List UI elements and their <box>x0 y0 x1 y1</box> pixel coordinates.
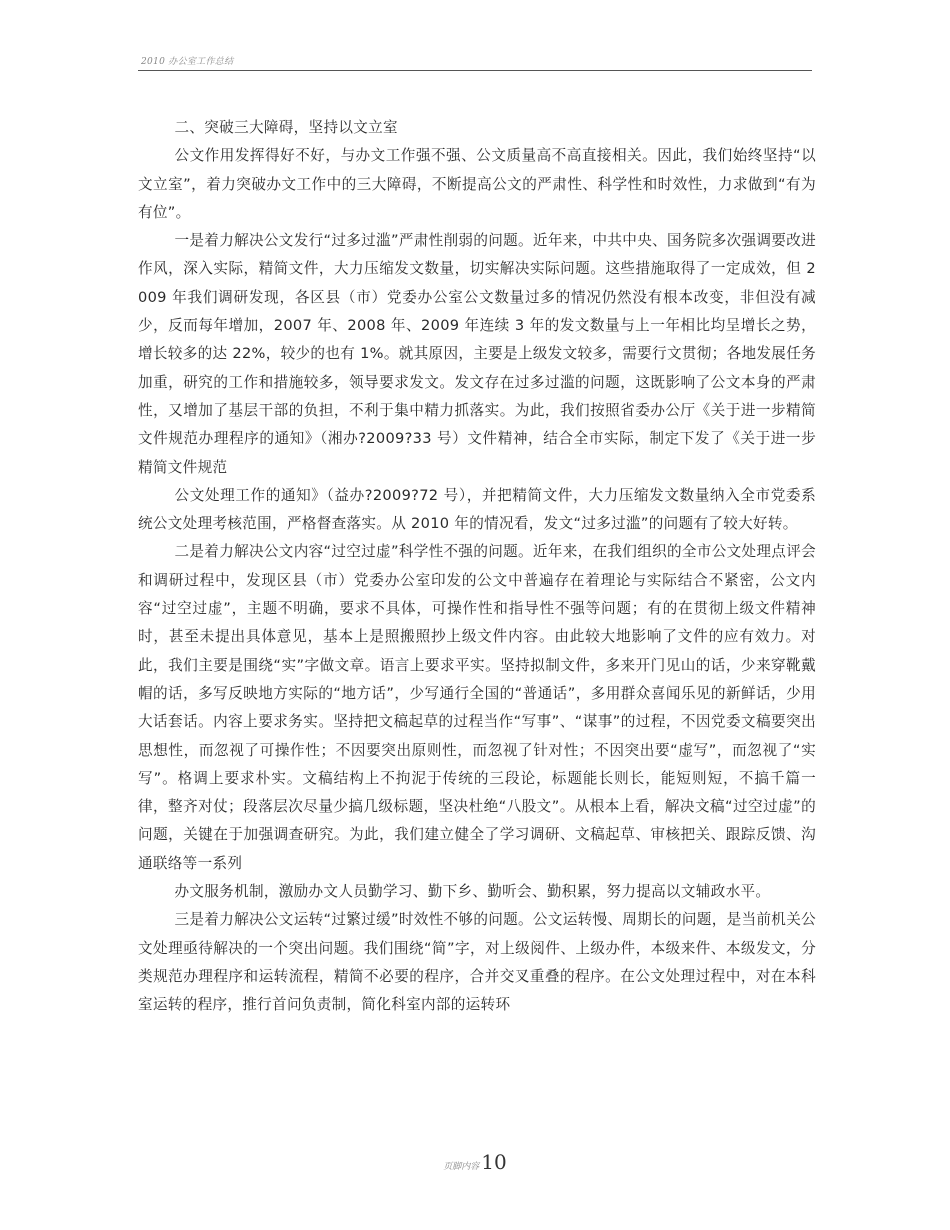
paragraph-point-one: 一是着力解决公文发行“过多过滥”严肃性削弱的问题。近年来，中共中央、国务院多次强调要改进作风，深入实际，精简文件，大力压缩发文数量，切实解决实际问题。这些措施取得了一定成效，但 2009 年我们调研发现，各区县（市）党委办公室公文数量过多的情况仍然没有根本改变，非但没有减少，反而每年增加，2007 年、2008 年、2009 年连续 3 年的发文数量与上一年相比均呈增长之势，增长较多的达 22%，较少的也有 1%。就其原因，主要是上级发文较多，需要行文贯彻；各地发展任务加重，研究的工作和措施较多，领导要求发文。发文存在过多过滥的问题，这既影响了公文本身的严肃性，又增加了基层干部的负担，不利于集中精力抓落实。为此，我们按照省委办公厅《关于进一步精简文件规范办理程序的通知》（湘办?2009?33 号）文件精神，结合全市实际，制定下发了《关于进一步精简文件规范 <box>138 232 816 476</box>
page-footer <box>0 1150 950 1174</box>
footer-label: 页脚内容 <box>443 1162 480 1172</box>
document-body <box>138 114 816 1020</box>
page-header <box>138 52 812 71</box>
header-title: 2010 办公室工作总结 <box>141 57 234 67</box>
paragraph-point-two-continued: 办文服务机制，激励办文人员勤学习、勤下乡、勤听会、勤积累，努力提高以文辅政水平。 <box>174 883 771 901</box>
paragraph-point-one-continued: 公文处理工作的通知》（益办?2009?72 号），并把精简文件，大力压缩发文数量纳入全市党委系统公文处理考核范围，严格督查落实。从 2010 年的情况看，发文“过多过滥”的问题有了较大好转。 <box>138 486 816 533</box>
page-number: 10 <box>481 1150 507 1174</box>
paragraph-point-two: 二是着力解决公文内容“过空过虚”科学性不强的问题。近年来，在我们组织的全市公文处理点评会和调研过程中，发现区县（市）党委办公室印发的公文中普遍存在着理论与实际结合不紧密，公文内容“过空过虚”，主题不明确，要求不具体，可操作性和指导性不强等问题；有的在贯彻上级文件精神时，甚至未提出具体意见，基本上是照搬照抄上级文件内容。由此较大地影响了文件的应有效力。对此，我们主要是围绕“实”字做文章。语言上要求平实。坚持拟制文件，多来开门见山的话，少来穿靴戴帽的话，多写反映地方实际的“地方话”，少写通行全国的“普通话”，多用群众喜闻乐见的新鲜话，少用大话套话。内容上要求务实。坚持把文稿起草的过程当作“写事”、“谋事”的过程，不因党委文稿要突出思想性，而忽视了可操作性；不因要突出原则性，而忽视了针对性；不因突出要“虚写”，而忽视了“实写”。格调上要求朴实。文稿结构上不拘泥于传统的三段论，标题能长则长，能短则短，不搞千篇一律，整齐对仗；段落层次尽量少搞几级标题，坚决杜绝“八股文”。从根本上看，解决文稿“过空过虚”的问题，关键在于加强调查研究。为此，我们建立健全了学习调研、文稿起草、审核把关、跟踪反馈、沟通联络等一系列 <box>138 543 816 872</box>
paragraph-point-three: 三是着力解决公文运转“过繁过缓”时效性不够的问题。公文运转慢、周期长的问题，是当前机关公文处理亟待解决的一个突出问题。我们围绕“简”字，对上级阅件、上级办件，本级来件、本级发文，分类规范办理程序和运转流程，精简不必要的程序，合并交叉重叠的程序。在公文处理过程中，对在本科室运转的程序，推行首问负责制，简化科室内部的运转环 <box>138 911 816 1014</box>
section-heading: 二、突破三大障碍，坚持以文立室 <box>174 119 398 136</box>
paragraph-intro: 公文作用发挥得好不好，与办文工作强不强、公文质量高不高直接相关。因此，我们始终坚持“以文立室”，着力突破办文工作中的三大障碍，不断提高公文的严肃性、科学性和时效性，力求做到“有为有位”。 <box>138 147 816 221</box>
